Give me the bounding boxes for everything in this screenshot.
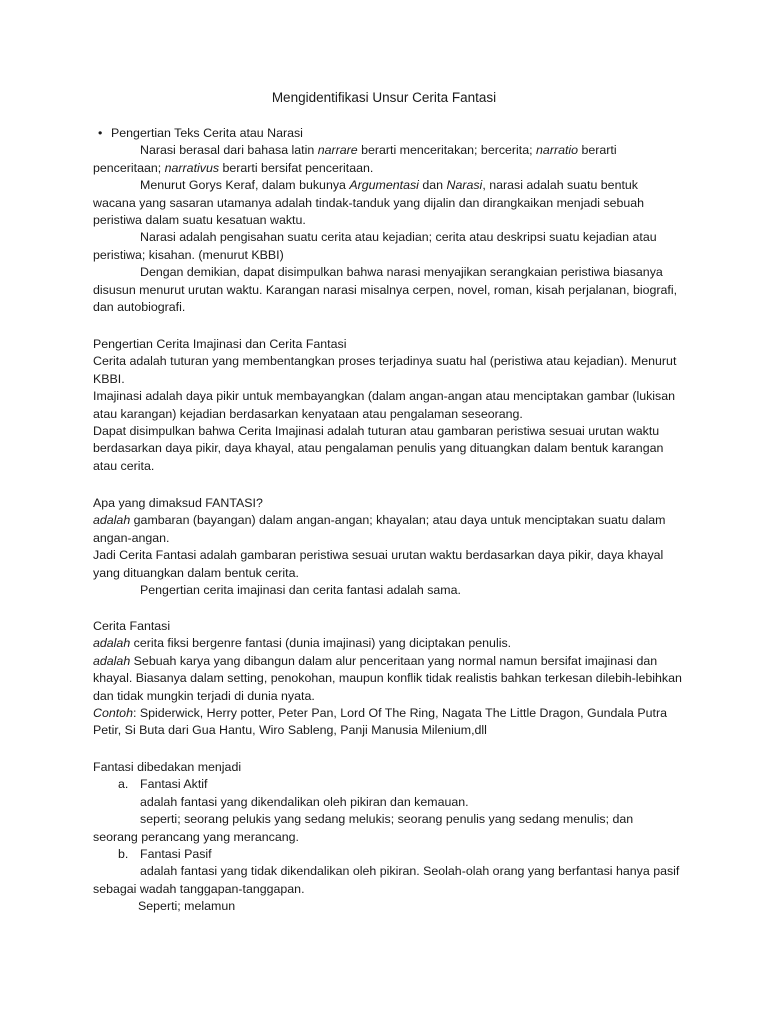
text: , narasi adalah suatu bentuk wacana yang sasaran utamanya adalah tindak-tanduk yang dijalin dan dirangkaikan menjadi sebuah peristiwa dalam suatu kesatuan waktu.	[93, 178, 645, 228]
list-marker: b.	[118, 847, 129, 862]
text: : Spiderwick, Herry potter, Peter Pan, Lord Of The Ring, Nagata The Little Dragon, Gundala Putra Petir, Si Buta dari Gua Hantu, Wiro Sableng, Panji Manusia Milenium,dll	[93, 706, 667, 738]
text: Menurut Gorys Keraf, dalam bukunya	[140, 178, 350, 193]
list-item-title: Fantasi Aktif	[140, 777, 208, 792]
paragraph: Dapat disimpulkan bahwa Cerita Imajinasi adalah tuturan atau gambaran peristiwa sesuai urutan waktu berdasarkan daya pikir, daya khayal, atau pengalaman penulis yang dituangkan dalam bentuk karangan atau cerita.	[93, 424, 664, 473]
italic-term: Argumentasi	[349, 178, 419, 193]
paragraph	[93, 512, 683, 547]
bullet-icon: •	[98, 126, 103, 140]
document-title: Mengidentifikasi Unsur Cerita Fantasi	[271, 90, 497, 105]
italic-term: narratio	[536, 143, 579, 158]
section-heading: Apa yang dimaksud FANTASI?	[93, 496, 263, 510]
section-heading: Pengertian Cerita Imajinasi dan Cerita Fantasi	[93, 337, 347, 351]
italic-term: narrativus	[164, 160, 220, 175]
italic-term: narrare	[317, 143, 358, 158]
section-jenis-fantasi	[93, 759, 683, 916]
text: Narasi berasal dari bahasa latin	[140, 143, 318, 158]
section-heading: Cerita Fantasi	[93, 619, 171, 633]
list-item-title: Fantasi Pasif	[140, 847, 212, 862]
paragraph: adalah fantasi yang tidak dikendalikan oleh pikiran. Seolah-olah orang yang berfantasi hanya pasif sebagai wadah tanggapan-tanggapan.	[93, 864, 680, 896]
paragraph: Narasi adalah pengisahan suatu cerita atau kejadian; cerita atau deskripsi suatu kejadian atau peristiwa; kisahan. (menurut KBBI)	[93, 230, 657, 262]
paragraph: Jadi Cerita Fantasi adalah gambaran peristiwa sesuai urutan waktu berdasarkan daya pikir, daya khayal yang dituangkan dalam bentuk cerita.	[93, 548, 664, 580]
paragraph: Cerita adalah tuturan yang membentangkan proses terjadinya suatu hal (peristiwa atau kejadian). Menurut KBBI.	[93, 354, 677, 386]
paragraph: Pengertian cerita imajinasi dan cerita fantasi adalah sama.	[140, 583, 461, 598]
bullet-item	[93, 125, 683, 142]
section-heading: Fantasi dibedakan menjadi	[93, 760, 242, 774]
italic-term: Narasi	[446, 178, 483, 193]
text: gambaran (bayangan) dalam angan-angan; khayalan; atau daya untuk menciptakan suatu dalam angan-angan.	[93, 513, 666, 545]
section-imajinasi	[93, 336, 683, 475]
italic-term: adalah	[93, 653, 131, 668]
text: berarti penceritaan;	[93, 143, 617, 175]
paragraph: seperti; seorang pelukis yang sedang melukis; seorang penulis yang sedang menulis; dan	[140, 812, 634, 827]
section-fantasi-definisi	[93, 495, 683, 599]
text: Sebuah karya yang dibangun dalam alur penceritaan yang normal namun bersifat imajinasi dan khayal. Biasanya dalam setting, penokohan, maupun konflik tidak realistis bahkan terkesan dilebih-lebihkan dan tidak mungkin terjadi di dunia nyata.	[93, 653, 682, 703]
list-item	[93, 846, 683, 863]
paragraph: Seperti; melamun	[138, 899, 236, 914]
section-narasi	[93, 125, 683, 316]
paragraph	[93, 177, 683, 229]
section-cerita-fantasi	[93, 618, 683, 740]
paragraph: seorang perancang yang merancang.	[93, 829, 299, 844]
text: dan	[418, 178, 447, 193]
text: cerita fiksi bergenre fantasi (dunia imajinasi) yang diciptakan penulis.	[130, 636, 512, 651]
list-item	[93, 776, 683, 793]
italic-term: adalah	[93, 636, 131, 651]
list-marker: a.	[118, 777, 129, 792]
italic-term: adalah	[93, 513, 131, 528]
section-heading: Pengertian Teks Cerita atau Narasi	[111, 126, 303, 140]
paragraph	[93, 142, 683, 177]
paragraph: Dengan demikian, dapat disimpulkan bahwa narasi menyajikan serangkaian peristiwa biasanya disusun menurut urutan waktu. Karangan narasi misalnya cerpen, novel, roman, kisah perjalanan, biografi, dan autobiografi.	[93, 265, 678, 315]
italic-term: Contoh	[93, 706, 133, 721]
paragraph	[93, 653, 683, 705]
paragraph	[93, 705, 683, 740]
paragraph: Imajinasi adalah daya pikir untuk membayangkan (dalam angan-angan atau menciptakan gambar (lukisan atau karangan) kejadian berdasarkan kenyataan atau pengalaman seseorang.	[93, 389, 676, 421]
text: berarti menceritakan; bercerita;	[357, 143, 537, 158]
text: berarti bersifat penceritaan.	[219, 160, 374, 175]
paragraph	[93, 635, 683, 652]
paragraph: adalah fantasi yang dikendalikan oleh pikiran dan kemauan.	[140, 794, 469, 809]
